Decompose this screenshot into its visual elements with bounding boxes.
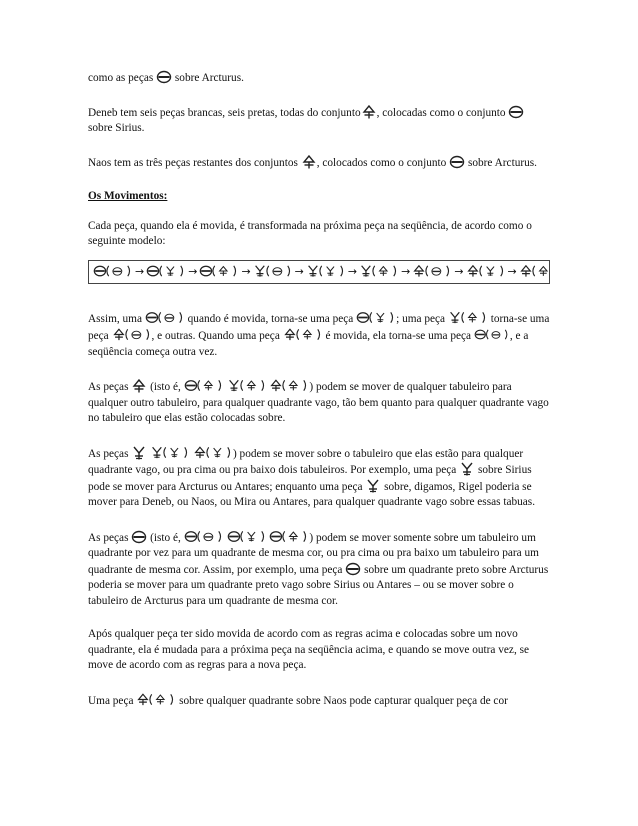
tree-y-icon [193, 445, 233, 460]
arrow-tree-icon [131, 379, 147, 393]
tree-tree-icon [519, 264, 550, 279]
paragraph-7: As peças ) podem se mover sobre o tabuleiro que elas estão para qualquer quadrante vago, ou pra cima ou pra baixo dois tabuleiros. Por exemplo, uma peça sobre Sirius pode se mover para Arcturus ou Antares; enquanto uma peça sobre, digamos, Rigel poderia se mover para Deneb, ou Naos, ou Mira ou Antares, para qualquer quadrante vago sobre essas tabuas. [88, 445, 550, 511]
theta-y-icon [227, 529, 267, 544]
paragraph-5: Assim, uma quando é movida, torna-se uma peça ; uma peça torna-se uma peça , e outras. Quando uma peça é movida, ela torna-se uma peça , e a seqüência começa outra vez. [88, 310, 550, 361]
tree-tree-icon [136, 692, 176, 707]
y-theta-icon [253, 264, 293, 279]
tree-theta-icon [112, 327, 152, 342]
y-fork-icon [365, 479, 381, 493]
y-y-icon [306, 264, 346, 279]
theta-tree-icon [199, 264, 239, 279]
y-tree-icon [448, 310, 488, 325]
document-page [88, 70, 550, 709]
tree-y-icon [466, 264, 506, 279]
theta-y-icon [356, 310, 396, 325]
theta-theta-icon [93, 264, 133, 279]
arrow-tree-icon [301, 155, 317, 169]
sequence-diagram: → → → → → → → → [88, 260, 550, 284]
paragraph-2: Deneb tem seis peças brancas, seis pretas, todas do conjunto , colocadas como o conjunto sobre Sirius. [88, 105, 550, 137]
theta-theta-icon [474, 327, 510, 342]
theta-disc-icon [449, 155, 465, 169]
theta-tree-icon [269, 529, 309, 544]
tree-tree-icon [269, 378, 309, 393]
theta-disc-icon [131, 530, 147, 544]
y-fork-icon [131, 446, 147, 460]
y-tree-icon [227, 378, 267, 393]
paragraph-8: As peças (isto é, ) podem se mover somente sobre um tabuleiro um quadrante por vez para um quadrante de mesma cor, ou pra cima ou pra baixo um tabuleiro para um quadrante de mesma cor. Assim, por exemplo, uma peça sobre um quadrante preto sobre Arcturus poderia se mover para um quadrante preto vago sobre Sirius ou Antares – ou se mover sobre o tabuleiro de Arcturus para um quadrante de mesma cor. [88, 529, 550, 610]
paragraph-1: como as peças sobre Arcturus. [88, 72, 244, 84]
section-heading: Os Movimentos: [88, 190, 168, 202]
theta-disc-icon [508, 105, 524, 119]
theta-theta-icon [184, 529, 224, 544]
theta-theta-icon [145, 310, 185, 325]
theta-y-icon [146, 264, 186, 279]
paragraph-6: As peças (isto é, ) podem se mover de qualquer tabuleiro para qualquer outro tabuleiro, para qualquer quadrante vago, tão bem quanto para qualquer quadrante vago no tabuleiro que elas estão colocadas sobre. [88, 378, 550, 427]
paragraph-9: Após qualquer peça ter sido movida de acordo com as regras acima e colocadas sobre um novo quadrante, ela é mudada para a próxima peça na seqüência acima, e quando se move outra vez, se move de acordo com as regras para a nova peça. [88, 628, 529, 671]
paragraph-4: Cada peça, quando ela é movida, é transformada na próxima peça na seqüência, de acordo como o seguinte modelo: [88, 219, 532, 247]
theta-disc-icon [156, 70, 172, 84]
tree-tree-icon [283, 327, 323, 342]
y-y-icon [150, 445, 190, 460]
y-fork-icon [459, 462, 475, 476]
theta-disc-icon [345, 562, 361, 576]
y-tree-icon [359, 264, 399, 279]
tree-theta-icon [412, 264, 452, 279]
arrow-tree-icon [361, 105, 377, 119]
paragraph-3: Naos tem as três peças restantes dos conjuntos , colocados como o conjunto sobre Arcturus. [88, 156, 537, 169]
theta-tree-icon [184, 378, 224, 393]
paragraph-10: Uma peça sobre qualquer quadrante sobre Naos pode capturar qualquer peça de cor [88, 692, 550, 710]
